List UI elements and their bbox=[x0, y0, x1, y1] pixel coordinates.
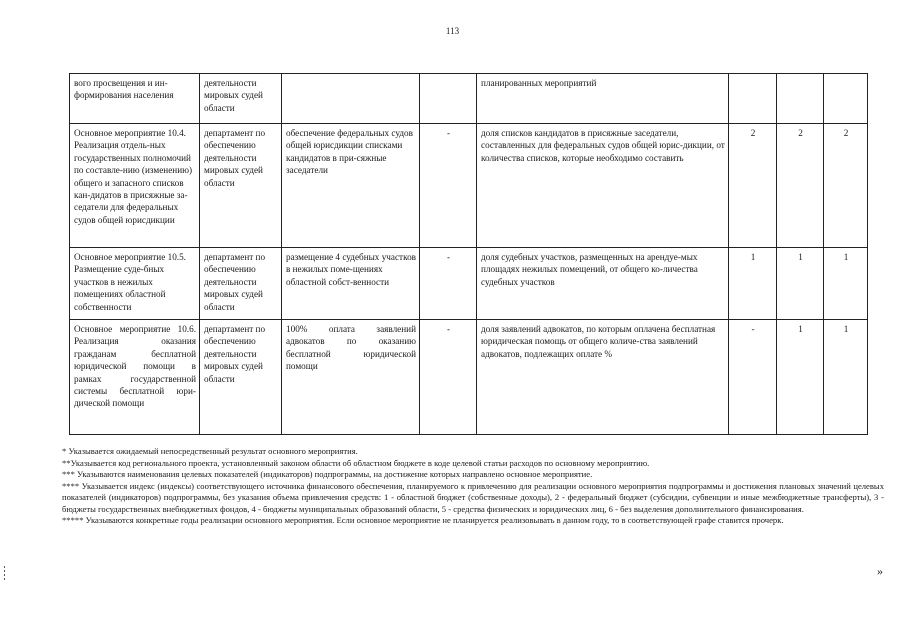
indicator-cell: доля судебных участков, размещенных на арендуе-мых площадях нежилых помещений, от общего ко-личества судебных участков bbox=[477, 248, 729, 320]
table-row bbox=[70, 248, 868, 320]
year-1-cell: - bbox=[729, 320, 777, 435]
table-row bbox=[70, 320, 868, 435]
executor-cell: департамент по обеспечению деятельности мировых судей области bbox=[200, 248, 282, 320]
project-code-cell bbox=[420, 74, 477, 124]
year-1-cell: 1 bbox=[729, 248, 777, 320]
footnote: *** Указываются наименования целевых показателей (индикаторов) подпрограммы, на достижение которых направлено основное мероприятие. bbox=[62, 469, 593, 479]
project-code-cell: - bbox=[420, 124, 477, 248]
executor-cell: департамент по обеспечению деятельности мировых судей области bbox=[200, 124, 282, 248]
year-2-cell: 1 bbox=[777, 320, 824, 435]
closing-quote-mark: » bbox=[877, 564, 883, 578]
footnote: **** Указывается индекс (индексы) соответствующего источника финансового обеспечения, планируемого к привлечению для реализации основного мероприятия подпрограммы и достижения плановых значений целевых показателей (индикаторов) подпрограммы, без указания объема привлечения средств: 1 - областной бюджет (собственные доходы), 2 - федеральный бюджет (субсидии, субвенции и иные межбюджетные трансферты), 3 - бюджеты государственных внебюджетных фондов, 4 - бюджеты муниципальных образований области, 5 - средства физических и юридических лиц, 6 - без выделения дополнительного финансирования. bbox=[62, 480, 884, 514]
year-1-cell: 2 bbox=[729, 124, 777, 248]
event-cell: Основное мероприятие 10.6. Реализация оказания гражданам бесплатной юридической помощи в рамках государственной системы бесплатной юри-дической помощи bbox=[70, 320, 200, 435]
year-3-cell: 1 bbox=[824, 248, 868, 320]
indicator-cell: планированных мероприятий bbox=[477, 74, 729, 124]
program-events-table bbox=[69, 73, 868, 435]
footnote: **Указывается код регионального проекта, установленный законом области об областном бюджете в коде целевой статьи расходов по основному мероприятию. bbox=[62, 457, 650, 468]
result-cell bbox=[282, 74, 420, 124]
project-code-cell: - bbox=[420, 248, 477, 320]
scan-margin-mark bbox=[4, 566, 5, 582]
year-3-cell bbox=[824, 74, 868, 124]
footnote: * Указывается ожидаемый непосредственный результат основного мероприятия. bbox=[62, 446, 358, 456]
year-2-cell: 2 bbox=[777, 124, 824, 248]
executor-cell: департамент по обеспечению деятельности мировых судей области bbox=[200, 320, 282, 435]
footnotes bbox=[62, 446, 884, 527]
indicator-cell: доля заявлений адвокатов, по которым оплачена бесплатная юридическая помощь от общего количе-ства заявлений адвокатов, подлежащих оплате % bbox=[477, 320, 729, 435]
event-cell: вого просвещения и ин-формирования населения bbox=[70, 74, 200, 124]
event-cell: Основное мероприятие 10.4. Реализация отдель-ных государственных полномочий по составле-нию (изменению) общего и запасного списков кан-дидатов в присяжные за-седатели для федеральных судов общей юрисдикции bbox=[70, 124, 200, 248]
executor-cell: деятельности мировых судей области bbox=[200, 74, 282, 124]
event-cell: Основное мероприятие 10.5. Размещение суде-бных участков в нежилых помещениях областной собственности bbox=[70, 248, 200, 320]
result-cell: обеспечение федеральных судов общей юрисдикции списками кандидатов в при-сяжные заседатели bbox=[282, 124, 420, 248]
table-row bbox=[70, 74, 868, 124]
indicator-cell: доля списков кандидатов в присяжные заседатели, составленных для федеральных судов общей юрис-дикции, от количества списков, которые необходимо составить bbox=[477, 124, 729, 248]
table-row bbox=[70, 124, 868, 248]
year-2-cell: 1 bbox=[777, 248, 824, 320]
page-number: 113 bbox=[445, 26, 460, 36]
result-cell: 100% оплата заявлений адвокатов по оказанию бесплатной юридической помощи bbox=[282, 320, 420, 435]
year-2-cell bbox=[777, 74, 824, 124]
year-3-cell: 1 bbox=[824, 320, 868, 435]
result-cell: размещение 4 судебных участков в нежилых поме-щениях областной собст-венности bbox=[282, 248, 420, 320]
year-1-cell bbox=[729, 74, 777, 124]
year-3-cell: 2 bbox=[824, 124, 868, 248]
project-code-cell: - bbox=[420, 320, 477, 435]
footnote: ***** Указываются конкретные годы реализации основного мероприятия. Если основное мероприятие не планируется реализовывать в данном году, то в соответствующей графе ставится прочерк. bbox=[62, 515, 784, 525]
